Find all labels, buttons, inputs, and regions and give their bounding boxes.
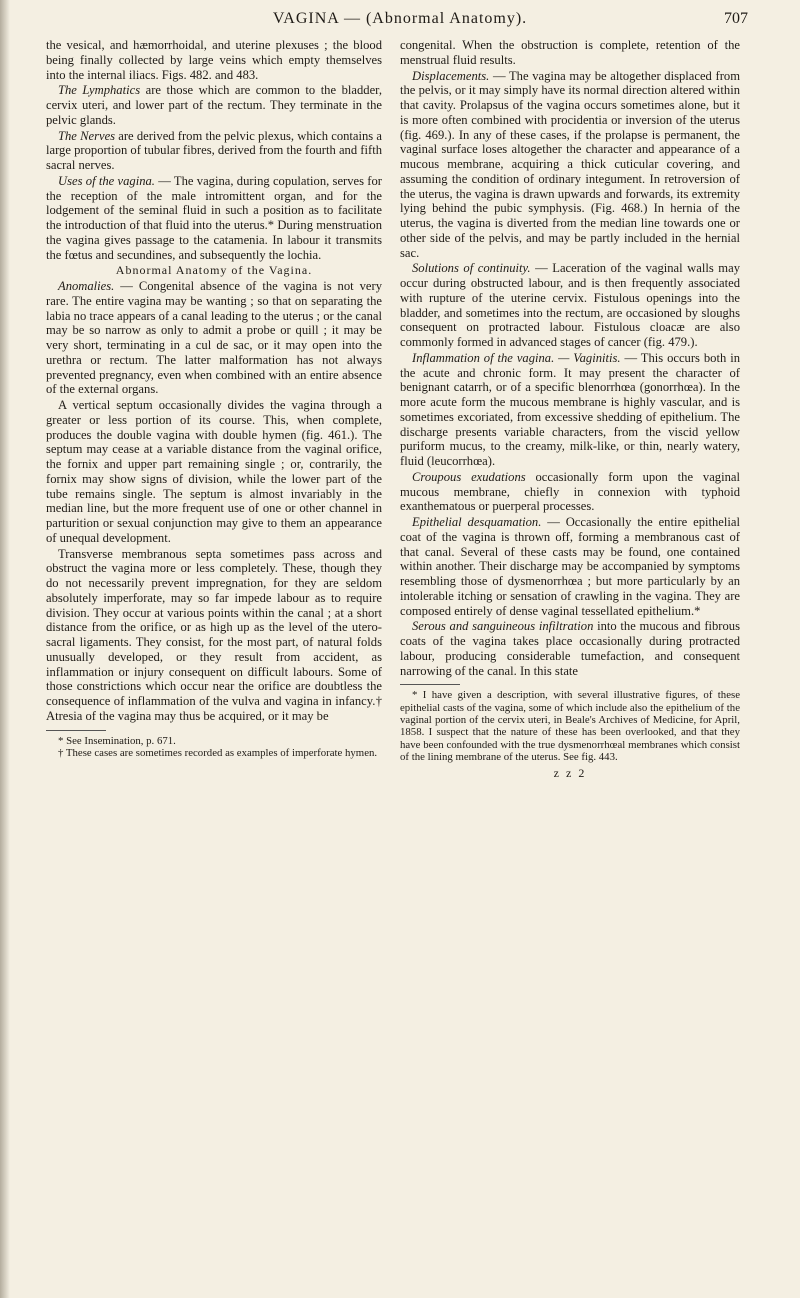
paragraph: A vertical septum occasionally divides the vagina through a greater or less portion of its course. This, when complete, produces the double vagina with double hymen (fig. 461.). The septum may cease at a variable distance from the vaginal orifice, the fornix and upper part remaining single ; or, contrarily, the fornix may show signs of division, while the lower part of the tube remains single. The septum is almost invariably in the median line, but the more frequent use of one or other channel in parturition or sexual conjunction may give to them an appearance of unequal development. bbox=[46, 398, 382, 545]
term: Displacements. bbox=[412, 68, 490, 83]
paragraph: congenital. When the obstruction is complete, retention of the menstrual fluid results. bbox=[400, 38, 740, 67]
term: Inflammation of the vagina. — Vaginitis. bbox=[412, 350, 621, 365]
paragraph: The Lymphatics are those which are common to the bladder, cervix uteri, and lower part of the rectum. They terminate in the pelvic glands. bbox=[46, 83, 382, 127]
footnotes bbox=[46, 735, 382, 760]
signature-mark: z z 2 bbox=[553, 765, 587, 780]
paragraph: Croupous exudations occasionally form upon the vaginal mucous membrane, chiefly in connexion with typhoid exanthematous or puerperal processes. bbox=[400, 469, 740, 514]
term: The Nerves bbox=[58, 128, 116, 143]
left-column bbox=[46, 38, 382, 759]
term: Serous and sanguineous infiltration bbox=[412, 619, 594, 634]
footnote: * See Insemination, p. 671. bbox=[58, 734, 176, 747]
running-head-title: VAGINA — (Abnormal Anatomy). bbox=[272, 10, 528, 27]
paragraph: Uses of the vagina. — The vagina, during copulation, serves for the reception of the male intromittent organ, and for the lodgement of the seminal fluid in such a position as to facilitate the introduction of that fluid into the uterus.* During menstruation the vagina gives passage to the catamenia. In labour it transmits the fœtus and secundines, and subsequently the lochia. bbox=[46, 173, 382, 262]
section-heading: Abnormal Anatomy of the Vagina. bbox=[115, 263, 313, 278]
page-number: 707 bbox=[724, 10, 748, 27]
paragraph: Displacements. — The vagina may be altogether displaced from the pelvis, or it may simply have its normal direction altered within that cavity. Prolapsus of the vagina occurs sometimes alone, but it is more often combined with procidentia or inversion of the uterus (fig. 469.). In any of these cases, if the prolapse is permanent, the vaginal surface loses altogether the character and appearance of a mucous membrane, acquiring a thick cuticular covering, and assuming the condition of ordinary integument. In retroversion of the uterus, the vagina is drawn upwards and forwards, its extremity lying behind the pubic symphysis. (Fig. 468.) In hernia of the uterus, the vagina is diverted from the median line towards one or other side of the pelvis, and may be partly included in the hernial sac. bbox=[400, 68, 740, 260]
binding-shadow bbox=[0, 0, 10, 1298]
running-head bbox=[0, 10, 800, 34]
term: The Lymphatics bbox=[58, 83, 141, 98]
paragraph: Serous and sanguineous infiltration into the mucous and fibrous coats of the vagina takes place occasionally during protracted labour, producing considerable tumefaction, and consequent narrowing of the canal. In this state bbox=[400, 619, 740, 678]
paragraph: Inflammation of the vagina. — Vaginitis. — This occurs both in the acute and chronic form. It may present the character of benignant catarrh, or of a specific blenorrhœa (gonorrhœa). In the more acute form the mucous membrane is highly vascular, and is sometimes excoriated, from excessive shedding of epithelium. The discharge presents variable characters, from the viscid yellow puriform mucus, to the creamy, milk-like, or thin, nearly watery, fluid (leucorrhœa). bbox=[400, 350, 740, 468]
paragraph: Transverse membranous septa sometimes pass across and obstruct the vagina more or less completely. These, though they do not necessarily prevent impregnation, for they are seldom absolutely imperforate, may so far impede labour as to require division. They occur at various points within the canal ; at a short distance from the orifice, or as high up as the level of the utero-sacral ligaments. They consist, for the most part, of natural folds unusually developed, or they result from accident, as inflammation or injury consequent on difficult labours. Some of those constrictions which occur near the orifice are doubtless the consequence of inflammation of the vulva and vagina in infancy.† Atresia of the vagina may thus be acquired, or it may be bbox=[46, 546, 382, 723]
right-column bbox=[400, 38, 740, 780]
paragraph: Anomalies. — Congenital absence of the vagina is not very rare. The entire vagina may be wanting ; so that on separating the labia no trace appears of a canal leading to the uterus ; or the canal may be so narrow as only to admit a probe or quill ; it may be very short, terminating in a cul de sac, or it may open into the urethra or rectum. The latter malformation has not always prevented pregnancy, even when combined with an entire absence of the external organs. bbox=[46, 279, 382, 397]
footnote-divider bbox=[46, 730, 106, 731]
term: Epithelial desquamation. bbox=[412, 515, 542, 529]
paragraph: Epithelial desquamation. — Occasionally the entire epithelial coat of the vagina is thrown off, forming a membranous cast of that canal. Several of these casts may be found, one contained within another. Their discharge may be accompanied by symptoms resembling those of dysmenorrhœa ; but more particularly by an intolerable itching or sensation of crawling in the vagina. They are composed entirely of dense vaginal tessellated epithelium.* bbox=[400, 515, 740, 618]
footnotes bbox=[400, 689, 740, 763]
paragraph: Solutions of continuity. — Laceration of the vaginal walls may occur during obstructed labour, and is then frequently associated with rupture of the uterine cervix. Fistulous openings into the bladder, and sometimes into the rectum, are occasioned by sloughs consequent on protracted labour. Fistulous cloacæ are also commonly formed in advanced stages of cancer (fig. 479.). bbox=[400, 261, 740, 349]
term: Uses of the vagina. bbox=[58, 173, 155, 188]
term: Croupous exudations bbox=[412, 469, 526, 484]
term: Anomalies. bbox=[58, 279, 115, 293]
paragraph: The Nerves are derived from the pelvic plexus, which contains a large proportion of tubular fibres, derived from the fourth and fifth sacral nerves. bbox=[46, 128, 382, 172]
paragraph: the vesical, and hæmorrhoidal, and uterine plexuses ; the blood being finally collected by large veins which empty themselves into the internal iliacs. Figs. 482. and 483. bbox=[46, 38, 382, 82]
footnote: * I have given a description, with several illustrative figures, of these epithelial casts of the vagina, some of which include also the epithelium of the vaginal portion of the cervix uteri, in Beale's Archives of Medicine, for April, 1858. I suspect that the nature of these has been overlooked, and that they have been confounded with the true dysmenorrhœal membranes which consist of the lining membrane of the uterus. See fig. 443. bbox=[400, 689, 740, 764]
footnote-divider bbox=[400, 684, 460, 685]
term: Solutions of continuity. bbox=[412, 261, 531, 276]
footnote: † These cases are sometimes recorded as examples of imperforate hymen. bbox=[58, 746, 378, 759]
